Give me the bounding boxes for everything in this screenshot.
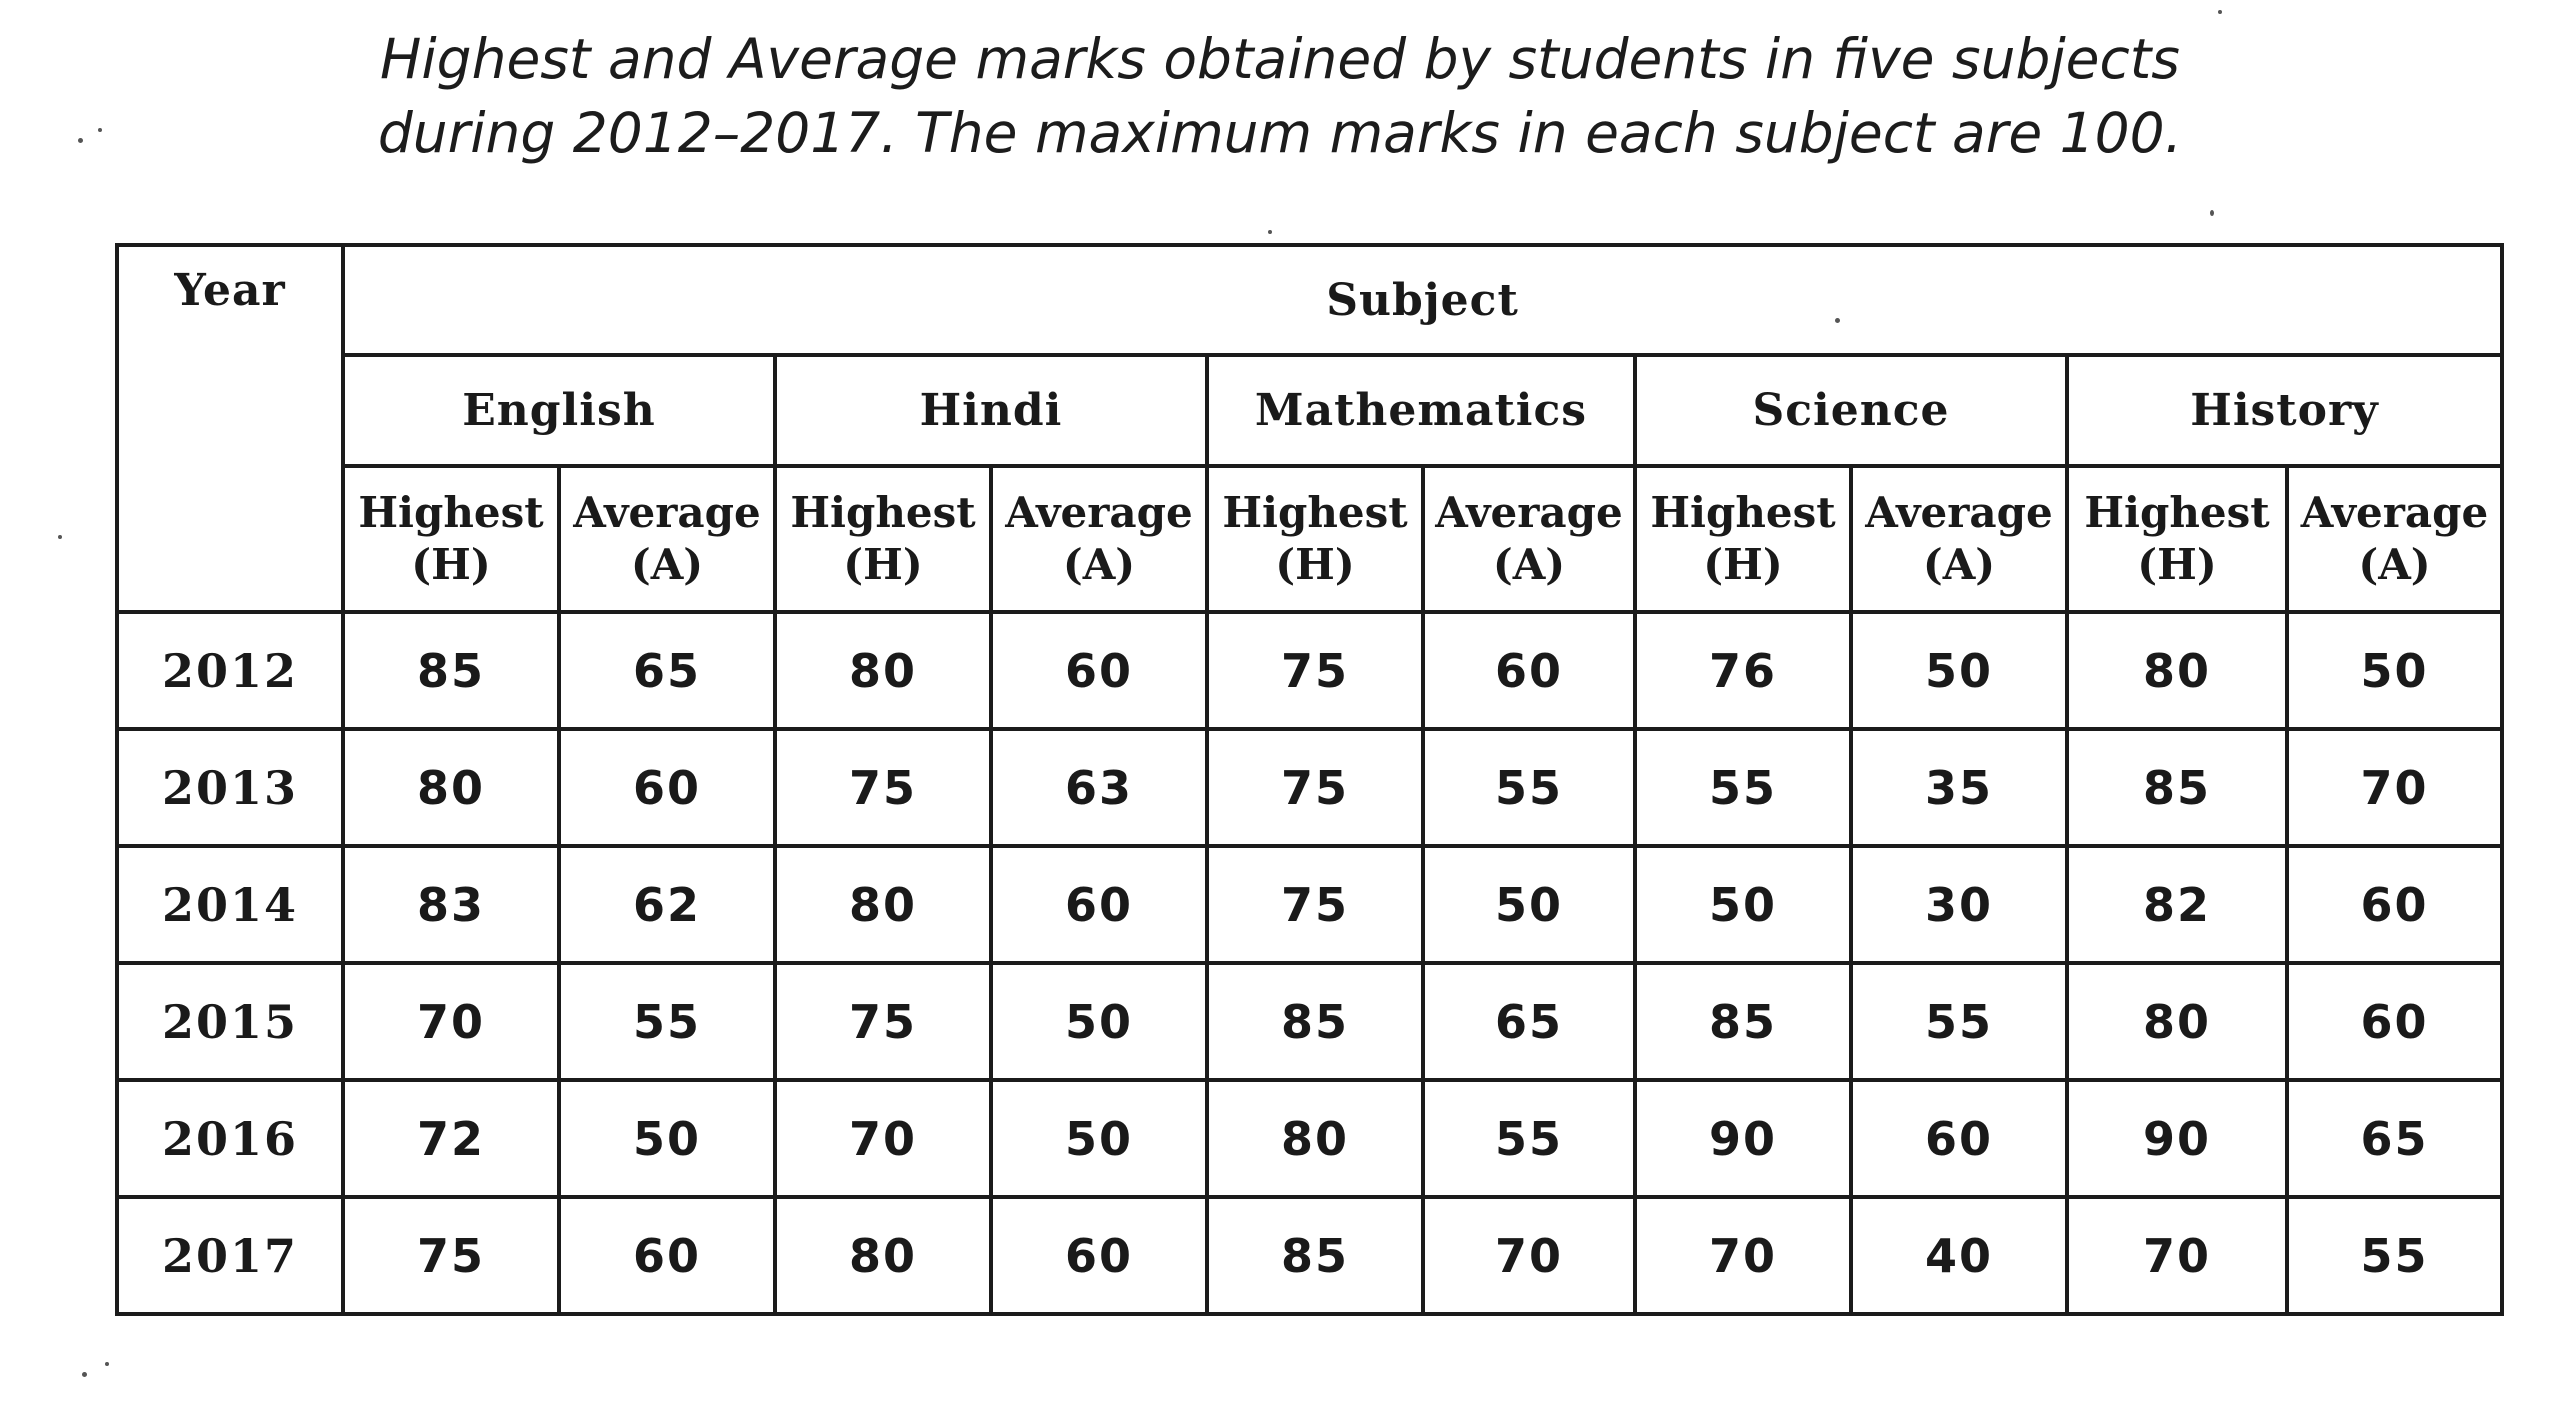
value-cell: 60 xyxy=(991,846,1207,963)
value-cell: 40 xyxy=(1851,1197,2067,1314)
subject-science: Science xyxy=(1635,355,2067,466)
subject-english: English xyxy=(343,355,775,466)
value-cell: 60 xyxy=(559,729,775,846)
value-cell: 80 xyxy=(775,846,991,963)
scan-speck xyxy=(1835,318,1840,323)
value-cell: 70 xyxy=(1635,1197,1851,1314)
value-cell: 82 xyxy=(2067,846,2287,963)
value-cell: 60 xyxy=(559,1197,775,1314)
value-cell: 70 xyxy=(2287,729,2502,846)
hindi-average-header: Average (A) xyxy=(991,466,1207,612)
value-cell: 55 xyxy=(559,963,775,1080)
science-highest-header: Highest (H) xyxy=(1635,466,1851,612)
value-cell: 72 xyxy=(343,1080,559,1197)
value-cell: 80 xyxy=(2067,963,2287,1080)
year-cell: 2014 xyxy=(117,846,343,963)
value-cell: 80 xyxy=(775,1197,991,1314)
value-cell: 55 xyxy=(2287,1197,2502,1314)
history-highest-header: Highest (H) xyxy=(2067,466,2287,612)
value-cell: 80 xyxy=(1207,1080,1423,1197)
value-cell: 75 xyxy=(1207,729,1423,846)
scan-speck xyxy=(82,1372,87,1377)
value-cell: 60 xyxy=(2287,846,2502,963)
document-title xyxy=(0,22,2560,170)
value-cell: 50 xyxy=(991,963,1207,1080)
value-cell: 90 xyxy=(1635,1080,1851,1197)
value-cell: 85 xyxy=(1635,963,1851,1080)
value-cell: 55 xyxy=(1423,729,1635,846)
value-cell: 60 xyxy=(1423,612,1635,729)
value-cell: 90 xyxy=(2067,1080,2287,1197)
value-cell: 75 xyxy=(1207,846,1423,963)
value-cell: 85 xyxy=(2067,729,2287,846)
value-cell: 76 xyxy=(1635,612,1851,729)
table-row xyxy=(117,1197,2502,1314)
marks-table xyxy=(115,243,2504,1316)
value-cell: 60 xyxy=(1851,1080,2067,1197)
value-cell: 85 xyxy=(1207,963,1423,1080)
value-cell: 75 xyxy=(775,729,991,846)
history-average-header: Average (A) xyxy=(2287,466,2502,612)
value-cell: 70 xyxy=(775,1080,991,1197)
scan-speck xyxy=(58,535,62,539)
title-line-2: during 2012–2017. The maximum marks in each subject are 100. xyxy=(377,101,2183,165)
scan-speck xyxy=(2218,10,2222,14)
table-row xyxy=(117,729,2502,846)
value-cell: 50 xyxy=(1851,612,2067,729)
value-cell: 80 xyxy=(343,729,559,846)
value-cell: 70 xyxy=(343,963,559,1080)
year-cell: 2017 xyxy=(117,1197,343,1314)
year-cell: 2015 xyxy=(117,963,343,1080)
science-average-header: Average (A) xyxy=(1851,466,2067,612)
value-cell: 70 xyxy=(2067,1197,2287,1314)
value-cell: 85 xyxy=(343,612,559,729)
value-cell: 75 xyxy=(775,963,991,1080)
table-row xyxy=(117,846,2502,963)
value-cell: 75 xyxy=(343,1197,559,1314)
scan-speck xyxy=(78,138,83,143)
scan-speck xyxy=(98,128,102,132)
value-cell: 55 xyxy=(1423,1080,1635,1197)
year-cell: 2012 xyxy=(117,612,343,729)
value-cell: 30 xyxy=(1851,846,2067,963)
value-cell: 85 xyxy=(1207,1197,1423,1314)
value-cell: 62 xyxy=(559,846,775,963)
marks-table-container xyxy=(115,243,2500,1316)
scan-speck xyxy=(2210,210,2214,216)
year-cell: 2016 xyxy=(117,1080,343,1197)
value-cell: 50 xyxy=(559,1080,775,1197)
year-cell: 2013 xyxy=(117,729,343,846)
value-cell: 63 xyxy=(991,729,1207,846)
value-cell: 55 xyxy=(1851,963,2067,1080)
value-cell: 55 xyxy=(1635,729,1851,846)
value-cell: 50 xyxy=(1635,846,1851,963)
subject-mathematics: Mathematics xyxy=(1207,355,1635,466)
scan-speck xyxy=(105,1362,109,1366)
title-line-1: Highest and Average marks obtained by students in five subjects xyxy=(380,27,2180,91)
mathematics-average-header: Average (A) xyxy=(1423,466,1635,612)
year-header: Year xyxy=(117,245,343,612)
value-cell: 65 xyxy=(2287,1080,2502,1197)
value-cell: 65 xyxy=(559,612,775,729)
english-highest-header: Highest (H) xyxy=(343,466,559,612)
mathematics-highest-header: Highest (H) xyxy=(1207,466,1423,612)
value-cell: 80 xyxy=(2067,612,2287,729)
table-row xyxy=(117,963,2502,1080)
value-cell: 50 xyxy=(2287,612,2502,729)
subject-history: History xyxy=(2067,355,2502,466)
subject-header: Subject xyxy=(343,245,2502,355)
value-cell: 50 xyxy=(991,1080,1207,1197)
table-row xyxy=(117,612,2502,729)
hindi-highest-header: Highest (H) xyxy=(775,466,991,612)
value-cell: 35 xyxy=(1851,729,2067,846)
english-average-header: Average (A) xyxy=(559,466,775,612)
value-cell: 83 xyxy=(343,846,559,963)
scan-speck xyxy=(1268,230,1272,234)
subject-hindi: Hindi xyxy=(775,355,1207,466)
value-cell: 50 xyxy=(1423,846,1635,963)
value-cell: 60 xyxy=(991,1197,1207,1314)
value-cell: 70 xyxy=(1423,1197,1635,1314)
value-cell: 75 xyxy=(1207,612,1423,729)
value-cell: 80 xyxy=(775,612,991,729)
value-cell: 60 xyxy=(2287,963,2502,1080)
value-cell: 60 xyxy=(991,612,1207,729)
table-row xyxy=(117,1080,2502,1197)
value-cell: 65 xyxy=(1423,963,1635,1080)
